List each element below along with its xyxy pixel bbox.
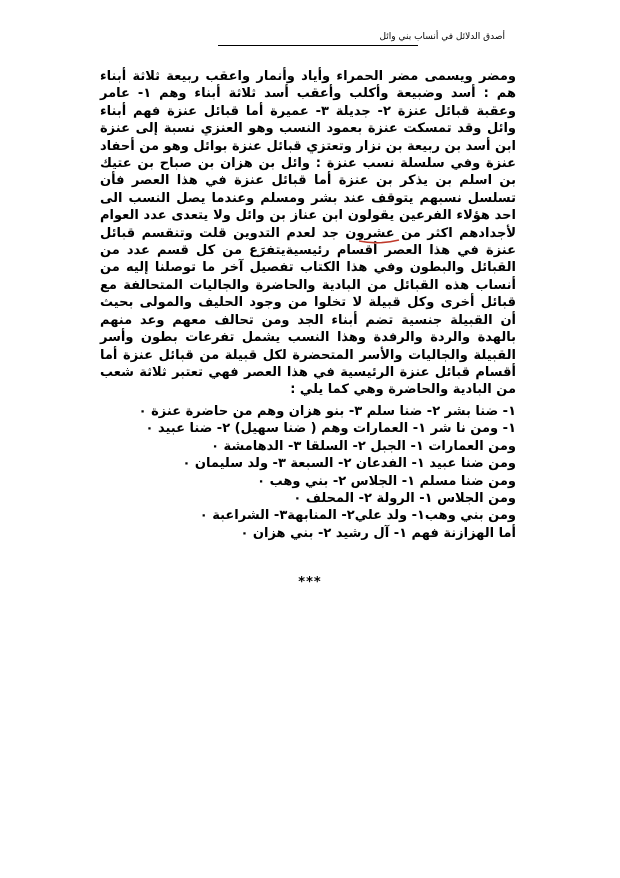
paragraph: ومضر ويسمى مضر الحمراء وأياد وأنمار واعقب ربيعة ثلاثة أبناء هم : أسد وضبيعة وأكلب وأعقب أسد ثلاثة أبناء وهم ١- عامر وعقبة قبائل عنزة ٢- جديلة ٣- عميرة أما قبائل عنزة فهم أبناء وائل وقد تمسكت عنزة بعمود النسب وهو العنزي نسبة إلى عنزة ابن أسد بن ربيعة بن نزار وتعتزي قبائل عنزة بوائل وهو من أحفاد عنزة وفي سلسلة نسب عنزة : وائل بن هزان بن صباح بن عتيك بن اسلم بن يذكر بن عنزة أما قبائل عنزة في هذا العصر فأن تسلسل نسبهم يتوقف عند بشر ومسلم وعندما يصل النسب الى احد هؤلاء الفرعين يقولون ابن عناز بن وائل ولا يتعدى عدد العوام لأجدادهم اكثر من عشرون جد لعدم التدوين قلت وتنقسم قبائل عنزة في هذا العصر أقسام رئيسيةيتفرَع من كل قسم عدد من القبائل والبطون وفي هذا الكتاب تفصيل آخر ما توصلنا إليه من أنساب هذه القبائل من البادية والحاضرة والجاليات المتحالفة مع قبائل أخرى وكل قبيلة لا تخلوا من وجود الحليف والمولى بحيث أن القبيلة جنسية تضم أبناء الجد ومن تحالف معهم وعد منهم بالهدة والردة والرفدة وهذا النسب يشمل تفرعات بطون وأسر القبيلة والجاليات والأسر المتحضرة لكل قبيلة من قبائل عنزة أما أقسام قبائل عنزة الرئيسية في هذا العصر فهي تعتبر ثلاثة شعب من البادية والحاضرة وهي كما يلي : bbox=[100, 69, 516, 398]
list-item: أما الهزازنة فهم ١- آل رشيد ٢- بني هزان ٠ bbox=[240, 525, 516, 541]
list-item: ومن بني وهب١- ولد علي٢- المنابهة٣- الشراعبة ٠ bbox=[199, 508, 516, 524]
list-item: ومن الجلاس ١- الرولة ٢- المحلف ٠ bbox=[293, 491, 516, 507]
section-separator: *** bbox=[298, 575, 322, 590]
running-title: أصدق الدلائل في أنساب بني وائل bbox=[379, 32, 505, 42]
underline-annotation bbox=[358, 238, 400, 245]
list-item: ١- ومن نا شر ١- العمارات وهم ( ضنا سهيل) ٢- ضنا عبيد ٠ bbox=[145, 421, 516, 437]
list-item: ومن العمارات ١- الجبل ٢- السلقا ٣- الدهامشة ٠ bbox=[211, 438, 516, 454]
list-item: ومن ضنا مسلم ١- الجلاس ٢- بني وهب ٠ bbox=[257, 473, 516, 489]
body-text bbox=[100, 68, 516, 399]
list-item: ١- ضنا بشر ٢- ضنا سلم ٣- بنو هزان وهم من حاضرة عنزة ٠ bbox=[138, 404, 516, 419]
header-rule bbox=[218, 45, 418, 46]
list-item: ومن ضنا عبيد ١- الفدعان ٢- السبعة ٣- ولد سليمان ٠ bbox=[182, 456, 516, 472]
page-header bbox=[0, 30, 620, 50]
subdivision-list bbox=[106, 403, 516, 542]
